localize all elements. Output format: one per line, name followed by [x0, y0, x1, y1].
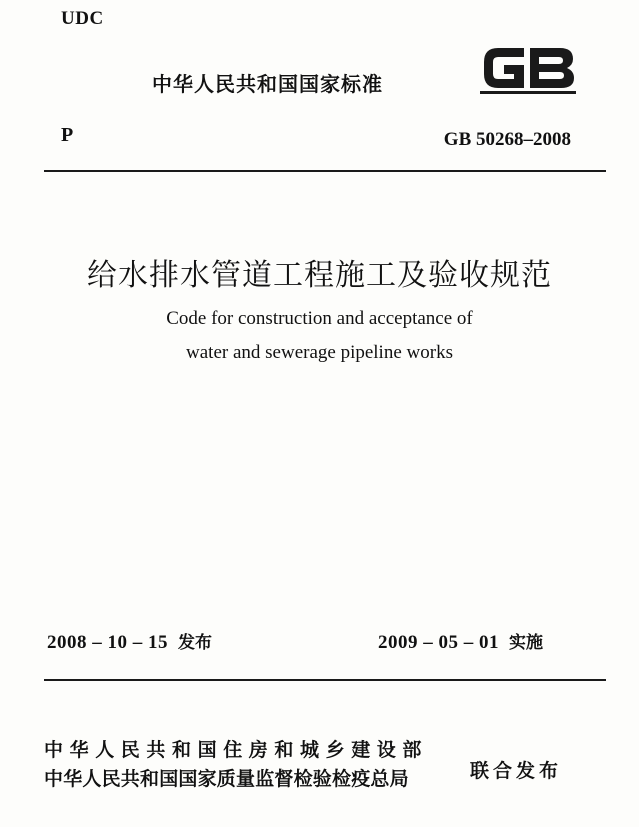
issue-label: 发布 — [178, 633, 212, 653]
implementation-label: 实施 — [509, 633, 543, 653]
top-divider — [44, 170, 606, 172]
publisher-ministry: 中华人民共和国住房和城乡建设部 — [44, 739, 429, 761]
issue-date-group — [47, 628, 212, 654]
udc-label: UDC — [61, 8, 104, 29]
title-english-line1: Code for construction and acceptance of — [166, 308, 473, 329]
national-standard-header: 中华人民共和国国家标准 — [152, 72, 383, 96]
title-english-line2: water and sewerage pipeline works — [186, 342, 453, 363]
gb-logo — [476, 38, 580, 98]
joint-publish-label: 联合发布 — [470, 760, 563, 782]
implementation-date-group — [378, 628, 543, 654]
standard-number: GB 50268–2008 — [443, 129, 571, 150]
issue-date: 2008 – 10 – 15 — [47, 632, 168, 653]
title-chinese: 给水排水管道工程施工及验收规范 — [87, 258, 552, 293]
publisher-aqsiq: 中华人民共和国国家质量监督检验检疫总局 — [44, 768, 409, 790]
classification-code: P — [61, 124, 74, 146]
bottom-divider — [44, 679, 606, 681]
implementation-date: 2009 – 05 – 01 — [378, 632, 499, 653]
